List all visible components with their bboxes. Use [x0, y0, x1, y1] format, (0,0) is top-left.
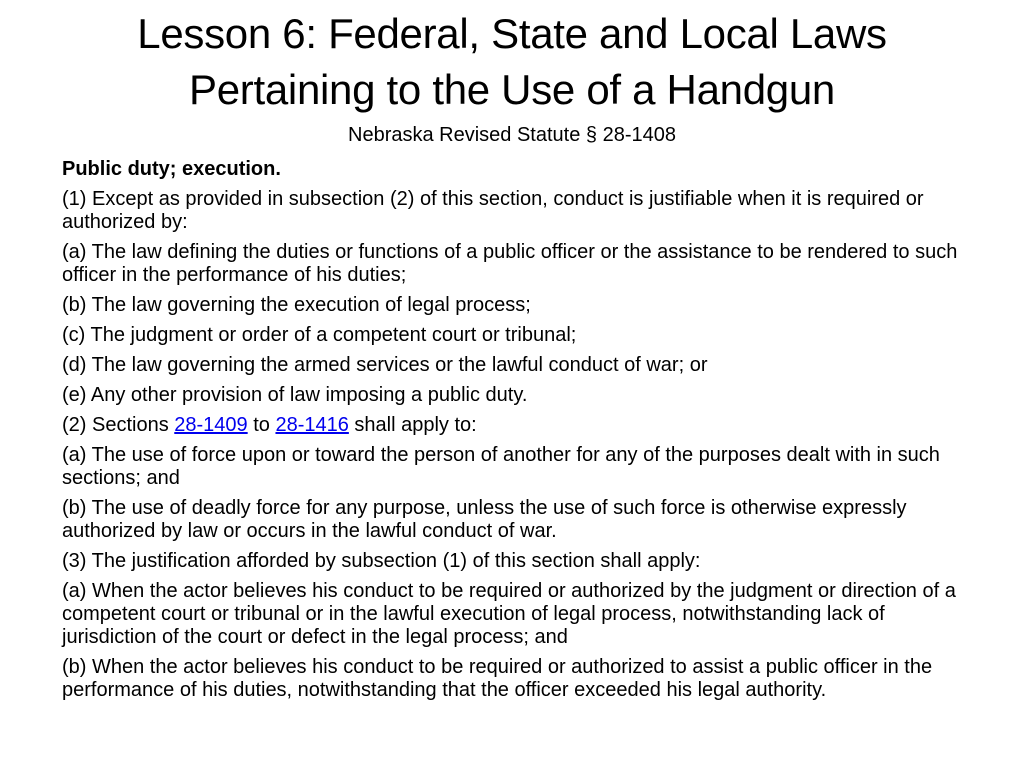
subsection-2-mid: to	[247, 414, 276, 436]
link-28-1409[interactable]: 28-1409	[174, 414, 248, 436]
statute-body	[62, 158, 962, 709]
clause-1b: (b) The law governing the execution of legal process;	[62, 294, 531, 316]
section-heading: Public duty; execution.	[62, 158, 281, 180]
subsection-1: (1) Except as provided in subsection (2) of this section, conduct is justifiable when it is required or authorized by:	[62, 188, 924, 233]
clause-3a: (a) When the actor believes his conduct to be required or authorized by the judgment or direction of a competent court or tribunal or in the lawful execution of legal process, notwithstanding lack of jurisdiction of the court or defect in the legal process; and	[62, 580, 956, 648]
link-28-1416[interactable]: 28-1416	[275, 414, 349, 436]
clause-1a: (a) The law defining the duties or functions of a public officer or the assistance to be rendered to such officer in the performance of his duties;	[62, 241, 958, 286]
subsection-2	[62, 414, 962, 437]
subsection-2-suffix: shall apply to:	[348, 414, 477, 436]
slide-title: Lesson 6: Federal, State and Local Laws Pertaining to the Use of a Handgun	[137, 10, 887, 113]
subsection-2-prefix: (2) Sections	[62, 414, 175, 436]
clause-2b: (b) The use of deadly force for any purpose, unless the use of such force is otherwise expressly authorized by law or occurs in the lawful conduct of war.	[62, 497, 907, 542]
clause-1d: (d) The law governing the armed services or the lawful conduct of war; or	[62, 354, 708, 376]
clause-3b: (b) When the actor believes his conduct to be required or authorized to assist a public officer in the performance of his duties, notwithstanding that the officer exceeded his legal authority.	[62, 656, 933, 701]
subsection-3: (3) The justification afforded by subsection (1) of this section shall apply:	[62, 550, 701, 572]
clause-2a: (a) The use of force upon or toward the person of another for any of the purposes dealt with in such sections; and	[62, 444, 940, 489]
slide-subtitle: Nebraska Revised Statute § 28-1408	[348, 124, 676, 146]
clause-1e: (e) Any other provision of law imposing a public duty.	[62, 384, 528, 406]
clause-1c: (c) The judgment or order of a competent court or tribunal;	[62, 324, 577, 346]
